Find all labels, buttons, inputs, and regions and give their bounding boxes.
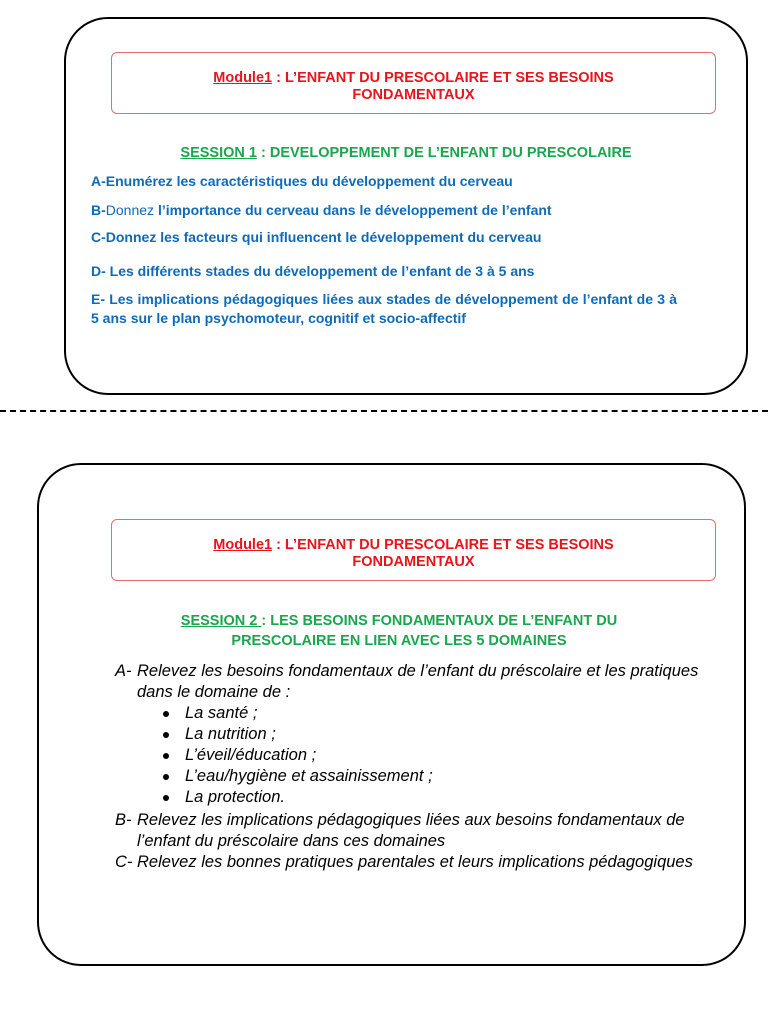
item-b-prefix: B- — [91, 202, 106, 218]
item-c: C-Donnez les facteurs qui influencent le développement du cerveau — [91, 229, 542, 245]
item-d: D- Les différents stades du développement de l’enfant de 3 à 5 ans — [91, 263, 535, 279]
session-title — [99, 611, 699, 651]
session-title — [66, 144, 746, 163]
item-c-marker: C- — [115, 853, 133, 871]
item-a — [115, 661, 715, 703]
cut-line-divider — [0, 410, 768, 412]
item-b-verb: Donnez — [105, 202, 158, 218]
module-title-line1: : L’ENFANT DU PRESCOLAIRE ET SES BESOINS — [272, 537, 614, 553]
list-item — [159, 724, 433, 745]
list-item — [159, 766, 433, 787]
item-b — [91, 201, 552, 220]
module-title-line2: FONDAMENTAUX — [352, 554, 475, 570]
module-label: Module1 — [213, 537, 273, 553]
item-b-text: Relevez les implications pédagogiques liées aux besoins fondamentaux de l’enfant du préscolaire dans ces domaines — [137, 811, 685, 850]
list-item-text: La nutrition ; — [185, 725, 276, 743]
item-a-text: Relevez les besoins fondamentaux de l’enfant du préscolaire et les pratiques dans le domaine de : — [137, 662, 699, 701]
item-c — [115, 852, 715, 873]
list-item-text: La santé ; — [185, 704, 258, 722]
list-item — [159, 745, 433, 766]
bullet-icon — [163, 753, 169, 759]
module-title-box — [111, 519, 716, 581]
module-label: Module1 — [213, 70, 273, 86]
bullet-icon — [163, 795, 169, 801]
session-1-card — [64, 17, 748, 395]
item-b-text: l’importance du cerveau dans le développement de l’enfant — [157, 202, 552, 218]
session-text-line2: PRESCOLAIRE EN LIEN AVEC LES 5 DOMAINES — [231, 633, 567, 649]
session-text: : DEVELOPPEMENT DE L’ENFANT DU PRESCOLAIRE — [256, 145, 632, 161]
module-title-line2: FONDAMENTAUX — [352, 87, 475, 103]
list-item — [159, 703, 433, 724]
list-item-text: La protection. — [185, 788, 285, 806]
item-b-marker: B- — [115, 811, 132, 829]
session-label: SESSION 1 — [180, 145, 257, 161]
bullet-icon — [163, 711, 169, 717]
item-a: A-Enumérez les caractéristiques du développement du cerveau — [91, 173, 513, 189]
domain-bullet-list — [159, 703, 433, 808]
item-e: E- Les implications pédagogiques liées aux stades de développement de l’enfant de 3 à 5 ans sur le plan psychomoteur, cognitif et socio-affectif — [91, 291, 677, 326]
list-item-text: L’eau/hygiène et assainissement ; — [185, 767, 433, 785]
item-c-text: Relevez les bonnes pratiques parentales et leurs implications pédagogiques — [137, 853, 693, 871]
list-item-text: L’éveil/éducation ; — [185, 746, 317, 764]
session-text-line1: : LES BESOINS FONDAMENTAUX DE L’ENFANT DU — [261, 613, 618, 629]
item-b — [115, 810, 715, 852]
item-a-marker: A- — [115, 662, 132, 680]
session-2-card — [37, 463, 746, 966]
bullet-icon — [163, 732, 169, 738]
list-item — [159, 787, 433, 808]
module-title-box — [111, 52, 716, 114]
session-label: SESSION 2 — [180, 613, 262, 629]
module-title-line1: : L’ENFANT DU PRESCOLAIRE ET SES BESOINS — [272, 70, 614, 86]
bullet-icon — [163, 774, 169, 780]
